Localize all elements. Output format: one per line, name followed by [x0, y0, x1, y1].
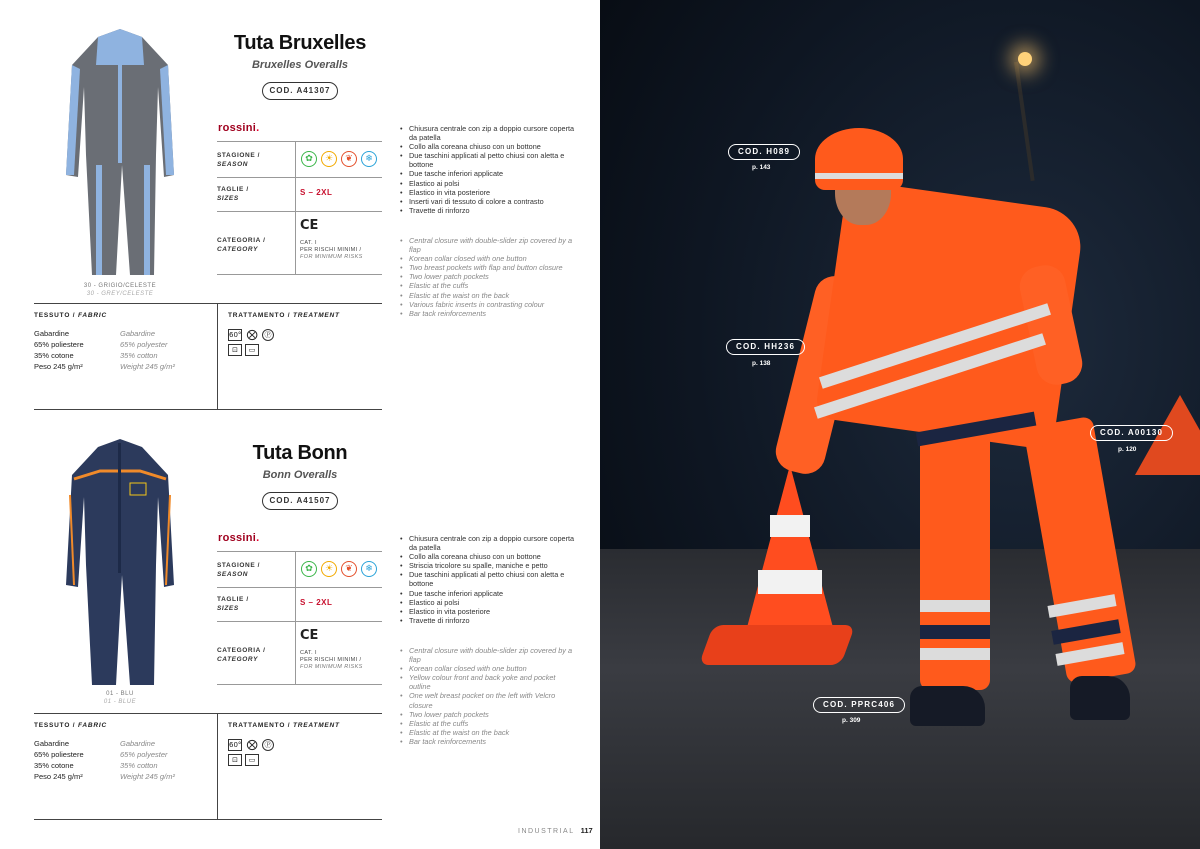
spring-icon: ✿ — [301, 561, 317, 577]
feature-item: • Two breast pockets with flap and button closure — [400, 263, 575, 272]
color-name-en: 30 - GREY/CELESTE — [86, 291, 154, 297]
photo-code-page: p. 120 — [1118, 446, 1137, 453]
feature-item: • Due taschini applicati al petto chiusi con aletta e bottone — [400, 151, 575, 169]
treatment-heading: TRATTAMENTO / TREATMENT — [228, 312, 340, 319]
feature-item: • Due taschini applicati al petto chiusi con aletta e bottone — [400, 570, 575, 588]
feature-item: • Central closure with double-slider zip covered by a flap — [400, 236, 575, 254]
photo-code-tag: COD. A00130 — [1090, 425, 1173, 441]
color-caption — [20, 690, 220, 706]
photo-code-page: p. 143 — [752, 164, 771, 171]
spring-icon: ✿ — [301, 151, 317, 167]
feature-item: • Two lower patch pockets — [400, 272, 575, 281]
feature-item: • Due tasche inferiori applicate — [400, 589, 575, 598]
brand-logo: rossini. — [218, 122, 260, 134]
feature-item: • Two lower patch pockets — [400, 710, 575, 719]
feature-item: • Elastico ai polsi — [400, 598, 575, 607]
iron-icon: ▭ — [245, 754, 259, 766]
features-it — [400, 534, 575, 625]
feature-item: • Elastic at the waist on the back — [400, 291, 575, 300]
color-name-en: 01 - BLUE — [103, 699, 137, 705]
fabric-heading: TESSUTO / FABRIC — [34, 312, 108, 319]
feature-item: • Yellow colour front and back yoke and pocket outline — [400, 673, 575, 691]
feature-item: • Chiusura centrale con zip a doppio cursore coperta da patella — [400, 534, 575, 552]
photo-code-page: p. 309 — [842, 717, 861, 724]
product-title: Tuta Bonn — [252, 442, 348, 464]
feature-item: • Collo alla coreana chiuso con un bottone — [400, 552, 575, 561]
sizes-row: TAGLIE / SIZES — [217, 587, 382, 621]
product-subtitle: Bruxelles Overalls — [251, 59, 348, 71]
sizes-value: S – 2XL — [300, 598, 333, 607]
feature-item: • Collo alla coreana chiuso con un bottone — [400, 142, 575, 151]
treatment-heading: TRATTAMENTO / TREATMENT — [228, 722, 340, 729]
traffic-cone — [745, 465, 835, 635]
photo-code-tag: COD. H089 — [728, 144, 800, 160]
season-row: STAGIONE / SEASON — [217, 551, 382, 587]
tumble-dry-icon: ⊡ — [228, 754, 242, 766]
product-bonn — [0, 410, 600, 820]
color-name: 30 - GRIGIO/CELESTE — [83, 283, 157, 289]
photo-code-tag: COD. PPRC406 — [813, 697, 905, 713]
feature-item: • Central closure with double-slider zip covered by a flap — [400, 646, 575, 664]
season-row: STAGIONE / SEASON — [217, 141, 382, 177]
product-code: COD. A41307 — [262, 82, 338, 100]
feature-item: • Bar tack reinforcements — [400, 309, 575, 318]
season-icons — [301, 151, 377, 167]
product-subtitle: Bonn Overalls — [262, 469, 338, 481]
iron-icon: ▭ — [245, 344, 259, 356]
fabric-list: Gabardine 65% poliestere 35% cotone Peso 245 g/m² — [34, 329, 84, 371]
boot-right — [1070, 676, 1130, 720]
category-value: CAT. I PER RISCHI MINIMI / FOR MINIMUM RISKS — [300, 240, 363, 260]
features-en — [400, 236, 575, 318]
feature-item: • Due tasche inferiori applicate — [400, 169, 575, 178]
summer-icon: ☀ — [321, 151, 337, 167]
sizes-row: TAGLIE / SIZES — [217, 177, 382, 211]
feature-item: • Elastico in vita posteriore — [400, 607, 575, 616]
no-bleach-icon: ⨂ — [246, 738, 258, 751]
care-icons — [228, 739, 288, 766]
feature-item: • Travette di rinforzo — [400, 616, 575, 625]
autumn-icon: ❦ — [341, 561, 357, 577]
sizes-value: S – 2XL — [300, 188, 333, 197]
feature-item: • Chiusura centrale con zip a doppio cursore coperta da patella — [400, 124, 575, 142]
fabric-list: Gabardine 65% poliestere 35% cotone Peso 245 g/m² — [34, 739, 84, 781]
feature-item: • Elastico in vita posteriore — [400, 188, 575, 197]
category-row: CATEGORIA / CATEGORY — [217, 211, 382, 275]
feature-item: • Korean collar closed with one button — [400, 254, 575, 263]
feature-item: • Various fabric inserts in contrasting colour — [400, 300, 575, 309]
ce-mark: CE — [300, 218, 319, 233]
fabric-list-en: Gabardine 65% polyester 35% cotton Weight 245 g/m² — [120, 739, 175, 781]
winter-icon: ❄ — [361, 151, 377, 167]
feature-item: • Elastic at the cuffs — [400, 719, 575, 728]
wash-60-icon: 60° — [229, 741, 242, 749]
product-title: Tuta Bruxelles — [233, 32, 367, 54]
fabric-heading: TESSUTO / FABRIC — [34, 722, 108, 729]
feature-item: • Travette di rinforzo — [400, 206, 575, 215]
season-icons — [301, 561, 377, 577]
color-caption — [20, 282, 220, 298]
page-footer: INDUSTRIAL 117 — [518, 826, 593, 835]
overalls-image-blue — [60, 435, 180, 690]
color-name: 01 - BLU — [106, 691, 134, 697]
product-bruxelles — [0, 0, 600, 410]
winter-icon: ❄ — [361, 561, 377, 577]
features-en — [400, 646, 575, 746]
street-lamp — [1018, 52, 1032, 66]
feature-item: • Striscia tricolore su spalle, maniche e petto — [400, 561, 575, 570]
care-icons — [228, 329, 288, 356]
dry-clean-p-icon: Ⓟ — [262, 739, 274, 751]
category-row: CATEGORIA / CATEGORY — [217, 621, 382, 685]
features-it — [400, 124, 575, 215]
feature-item: • Elastic at the waist on the back — [400, 728, 575, 737]
summer-icon: ☀ — [321, 561, 337, 577]
feature-item: • Korean collar closed with one button — [400, 664, 575, 673]
no-bleach-icon: ⨂ — [246, 328, 258, 341]
ce-mark: CE — [300, 628, 319, 643]
tumble-dry-icon: ⊡ — [228, 344, 242, 356]
brand-logo: rossini. — [218, 532, 260, 544]
autumn-icon: ❦ — [341, 151, 357, 167]
wash-60-icon: 60° — [229, 331, 242, 339]
boot-left — [910, 686, 985, 726]
photo-code-page: p. 138 — [752, 360, 771, 367]
feature-item: • Elastic at the cuffs — [400, 281, 575, 290]
dry-clean-p-icon: Ⓟ — [262, 329, 274, 341]
photo-code-tag: COD. HH236 — [726, 339, 805, 355]
feature-item: • Bar tack reinforcements — [400, 737, 575, 746]
overalls-image-grey — [60, 25, 180, 280]
beanie — [815, 128, 903, 190]
product-code: COD. A41507 — [262, 492, 338, 510]
feature-item: • Inserti vari di tessuto di colore a contrasto — [400, 197, 575, 206]
fabric-list-en: Gabardine 65% polyester 35% cotton Weight 245 g/m² — [120, 329, 175, 371]
feature-item: • One welt breast pocket on the left with Velcro closure — [400, 691, 575, 709]
category-value: CAT. I PER RISCHI MINIMI / FOR MINIMUM RISKS — [300, 650, 363, 670]
feature-item: • Elastico ai polsi — [400, 179, 575, 188]
